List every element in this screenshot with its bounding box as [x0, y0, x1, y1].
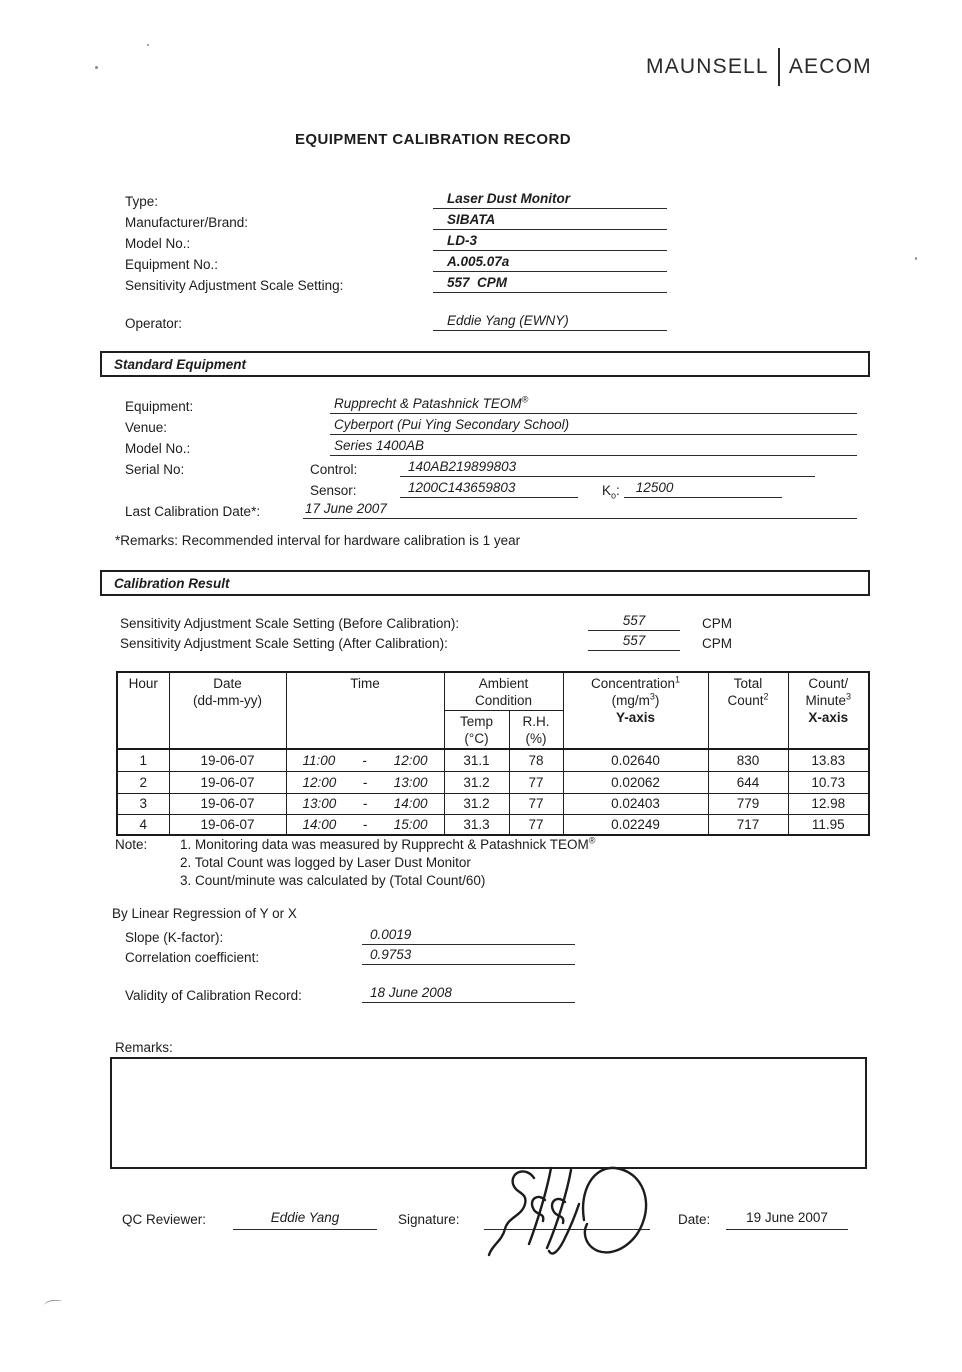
cell-temp: 31.3 [444, 814, 509, 835]
scan-speck [147, 44, 149, 46]
calibration-footnote: *Remarks: Recommended interval for hardware calibration is 1 year [115, 533, 521, 548]
field-value: SIBATA [433, 212, 667, 230]
field-label: Serial No: [125, 462, 185, 477]
regression-correlation-row [125, 947, 575, 965]
field-row-type [125, 191, 670, 209]
field-value: Series 1400AB [330, 438, 857, 456]
cell-hour: 4 [117, 814, 169, 835]
col-header-rh: R.H. (%) [509, 710, 563, 749]
date-label: Date: [678, 1212, 711, 1227]
logo-divider [778, 48, 780, 86]
field-label: Equipment No.: [125, 257, 219, 272]
field-value: 140AB219899803 [400, 459, 815, 477]
field-value: LD-3 [433, 233, 667, 251]
date-value: 19 June 2007 [726, 1210, 848, 1230]
qc-reviewer-label: QC Reviewer: [122, 1212, 207, 1227]
table-row [117, 771, 869, 793]
results-table [116, 671, 870, 836]
cell-hour: 3 [117, 793, 169, 814]
cell-temp: 31.2 [444, 793, 509, 814]
field-label: Model No.: [125, 236, 191, 251]
cell-time: 13:00 - 14:00 [286, 793, 444, 814]
field-label: Model No.: [125, 441, 191, 456]
field-label: Correlation coefficient: [125, 950, 260, 965]
cell-concentration: 0.02640 [563, 749, 708, 771]
field-label: Equipment: [125, 399, 194, 414]
logo-aecom: AECOM [788, 55, 872, 78]
field-value: 1200C143659803 [400, 480, 578, 498]
field-value: 0.9753 [362, 947, 575, 965]
cell-rh: 77 [509, 771, 563, 793]
unit-label: CPM [702, 616, 732, 631]
field-value: Rupprecht & Patashnick TEOM® [330, 396, 857, 414]
table-row [117, 749, 869, 771]
cell-count-per-minute: 10.73 [788, 771, 869, 793]
std-row-last-calibration [125, 501, 857, 519]
section-standard-equipment [100, 351, 870, 377]
scan-mark [44, 1299, 63, 1308]
remarks-box [110, 1057, 867, 1169]
cell-time: 14:00 - 15:00 [286, 814, 444, 835]
ko-label: $K_o$: [602, 483, 620, 501]
regression-slope-row [125, 927, 575, 945]
field-value: 0.0019 [362, 927, 575, 945]
cell-temp: 31.1 [444, 749, 509, 771]
signature-label: Signature: [398, 1212, 460, 1227]
field-label: Sensitivity Adjustment Scale Setting (After Calibration): [120, 636, 448, 651]
field-value: 18 June 2008 [362, 985, 575, 1003]
note-item: 2. Total Count was logged by Laser Dust Monitor [180, 855, 471, 870]
field-label: Venue: [125, 420, 168, 435]
cell-concentration: 0.02062 [563, 771, 708, 793]
cell-concentration: 0.02403 [563, 793, 708, 814]
ko-value: 12500 [624, 480, 782, 498]
qc-reviewer-value: Eddie Yang [233, 1210, 377, 1230]
cell-date: 19-06-07 [169, 749, 286, 771]
field-label: Validity of Calibration Record: [125, 988, 302, 1003]
registered-mark: ® [588, 835, 596, 846]
handwritten-signature [482, 1158, 657, 1258]
cell-date: 19-06-07 [169, 814, 286, 835]
field-label: Sensitivity Adjustment Scale Setting: [125, 278, 344, 293]
field-row-operator [125, 313, 670, 331]
cell-total-count: 644 [708, 771, 788, 793]
cell-count-per-minute: 12.98 [788, 793, 869, 814]
note-item: 1. Monitoring data was measured by Rupprecht & Patashnick TEOM® [180, 835, 596, 852]
page-title: EQUIPMENT CALIBRATION RECORD [295, 131, 571, 148]
table-row [117, 814, 869, 835]
std-row-serial-control [125, 459, 857, 477]
cell-date: 19-06-07 [169, 793, 286, 814]
cell-date: 19-06-07 [169, 771, 286, 793]
std-row-model [125, 438, 857, 456]
field-value: Cyberport (Pui Ying Secondary School) [330, 417, 857, 435]
result-row-after [120, 633, 760, 651]
cell-hour: 1 [117, 749, 169, 771]
logo-maunsell: MAUNSELL [646, 55, 769, 78]
field-label: Manufacturer/Brand: [125, 215, 249, 230]
cell-total-count: 717 [708, 814, 788, 835]
company-logo [646, 48, 872, 86]
col-header-date: Date (dd-mm-yy) [169, 672, 286, 749]
scan-speck [95, 66, 98, 69]
field-value: 557 [588, 613, 680, 631]
regression-heading: By Linear Regression of Y or X [112, 906, 297, 921]
section-title: Calibration Result [114, 575, 230, 591]
col-header-count-per-minute: Count/ Minute$^3$ X-axis [788, 672, 869, 749]
std-row-serial-sensor [125, 480, 857, 501]
field-label: Last Calibration Date*: [125, 504, 261, 519]
col-header-ambient: Ambient Condition [444, 672, 563, 710]
field-value: Eddie Yang (EWNY) [433, 313, 667, 331]
cell-time: 11:00 - 12:00 [286, 749, 444, 771]
std-row-venue [125, 417, 857, 435]
field-row-equipment-no [125, 254, 670, 272]
note-label: Note: [115, 837, 148, 852]
col-header-total-count: Total Count$^2$ [708, 672, 788, 749]
std-row-equipment [125, 396, 857, 414]
field-row-manufacturer [125, 212, 670, 230]
field-value: A.005.07a [433, 254, 667, 272]
unit-label: CPM [702, 636, 732, 651]
field-row-model [125, 233, 670, 251]
col-header-temp: Temp (°C) [444, 710, 509, 749]
field-value: 17 June 2007 [303, 501, 857, 519]
cell-temp: 31.2 [444, 771, 509, 793]
note-item: 3. Count/minute was calculated by (Total Count/60) [180, 873, 486, 888]
control-label: Control: [310, 462, 358, 477]
cell-rh: 78 [509, 749, 563, 771]
cell-time: 12:00 - 13:00 [286, 771, 444, 793]
field-label: Operator: [125, 316, 183, 331]
registered-mark: ® [521, 394, 529, 405]
section-title: Standard Equipment [114, 356, 247, 372]
col-header-hour: Hour [117, 672, 169, 749]
scan-speck [915, 257, 917, 260]
section-calibration-result [100, 570, 870, 596]
field-label: Type: [125, 194, 159, 209]
field-value: Laser Dust Monitor [433, 191, 667, 209]
cell-count-per-minute: 13.83 [788, 749, 869, 771]
sensor-label: Sensor: [310, 483, 357, 498]
cell-concentration: 0.02249 [563, 814, 708, 835]
cell-rh: 77 [509, 814, 563, 835]
field-value: 557 CPM [433, 275, 667, 293]
cell-count-per-minute: 11.95 [788, 814, 869, 835]
field-row-sensitivity [125, 275, 670, 293]
col-header-concentration: Concentration$^1$ $(mg/m^3)$ Y-axis [563, 672, 708, 749]
cell-total-count: 830 [708, 749, 788, 771]
cell-total-count: 779 [708, 793, 788, 814]
field-value: 557 [588, 633, 680, 651]
field-label: Sensitivity Adjustment Scale Setting (Before Calibration): [120, 616, 460, 631]
field-label: Slope (K-factor): [125, 930, 224, 945]
validity-row [125, 985, 575, 1003]
table-row [117, 793, 869, 814]
cell-hour: 2 [117, 771, 169, 793]
remarks-label: Remarks: [115, 1040, 173, 1055]
result-row-before [120, 613, 760, 631]
cell-rh: 77 [509, 793, 563, 814]
col-header-time: Time [286, 672, 444, 749]
